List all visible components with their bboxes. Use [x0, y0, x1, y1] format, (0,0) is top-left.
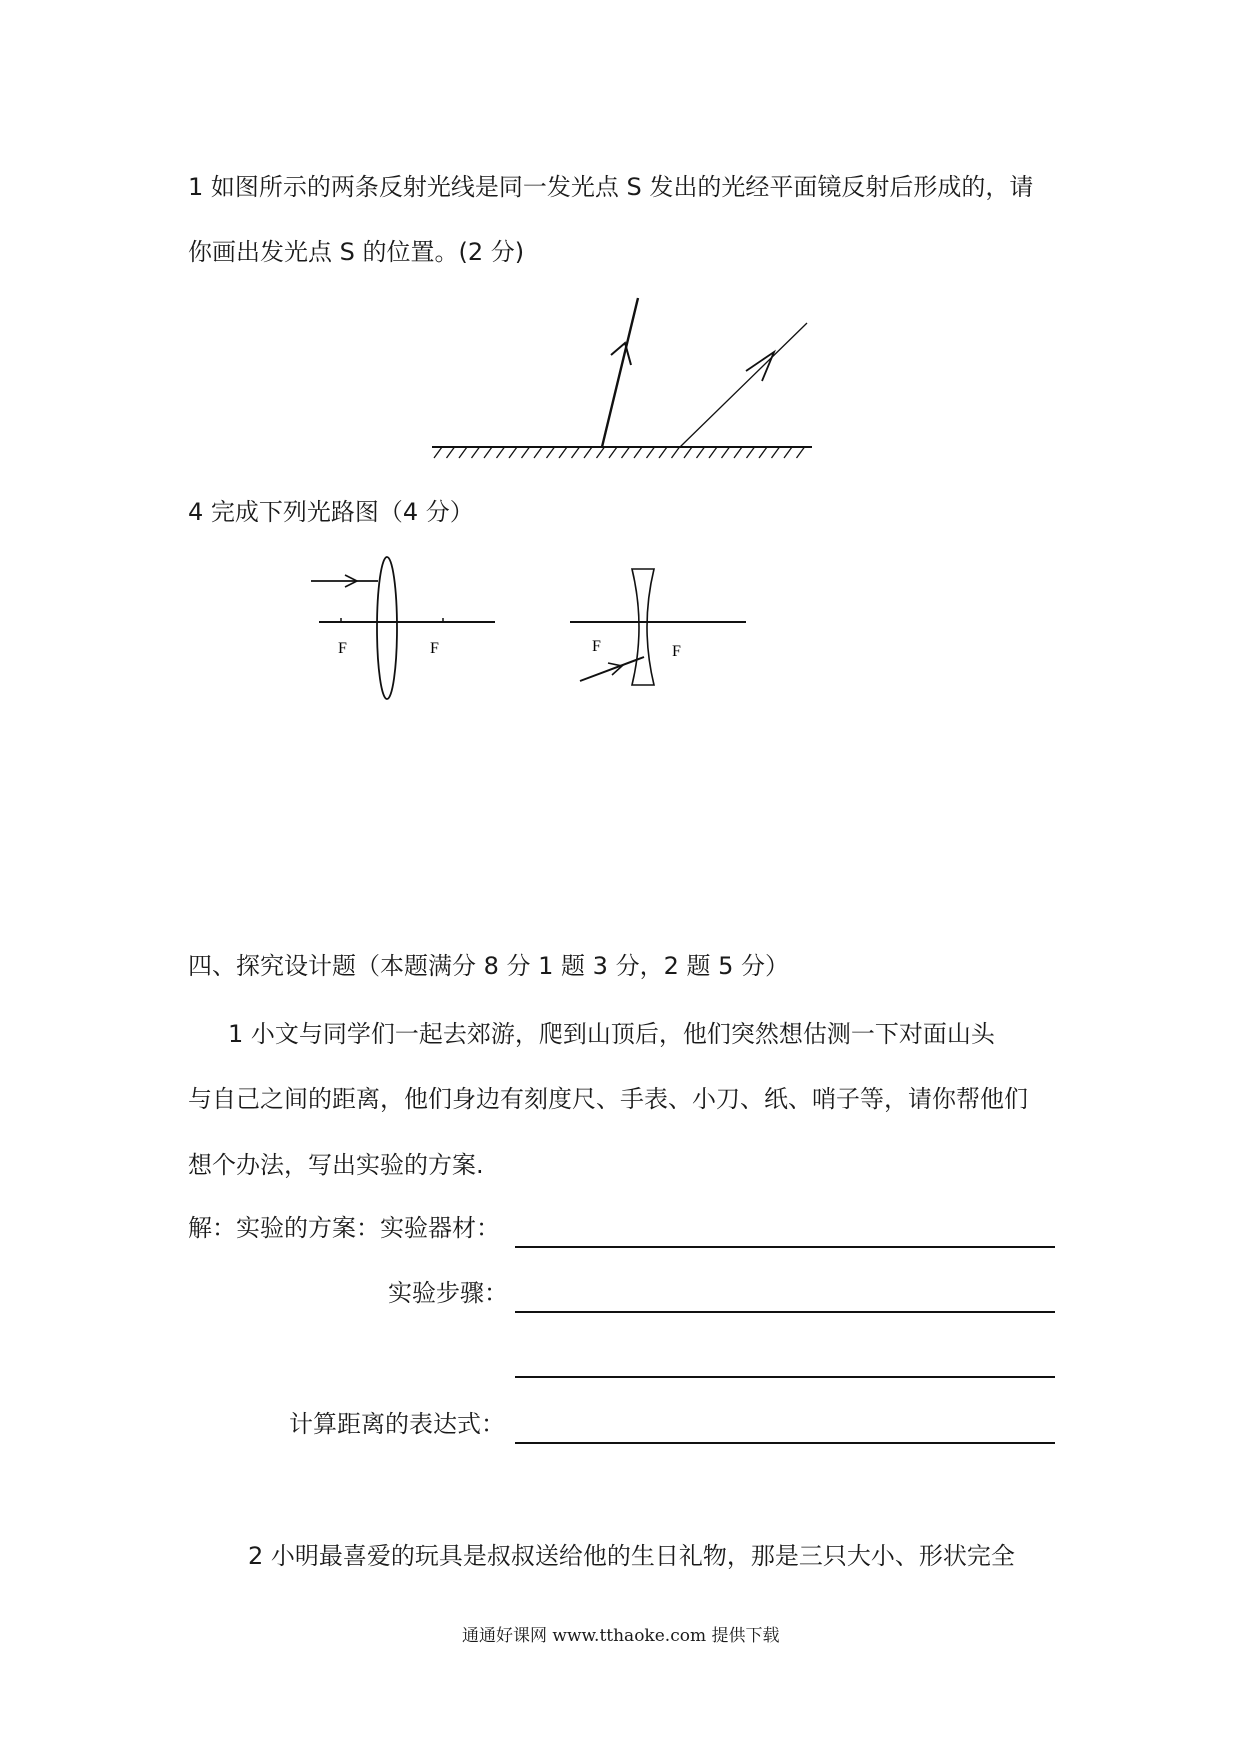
steps-answer-line-2: [515, 1376, 1055, 1378]
q4-title: 4 完成下列光路图（4 分）: [188, 498, 474, 526]
formula-answer-line: [515, 1442, 1055, 1444]
convex-lens-figure: [305, 555, 505, 705]
incident-ray-parallel: [311, 575, 378, 587]
focus-label-left: F: [338, 640, 347, 657]
reflected-ray-2: [680, 323, 807, 447]
focus-label-right-2: F: [672, 643, 681, 660]
focus-label-left-2: F: [592, 638, 601, 655]
concave-lens: [632, 569, 654, 685]
section4-heading: 四、探究设计题（本题满分 8 分 1 题 3 分，2 题 5 分）: [188, 952, 790, 980]
mirror-reflection-figure: [420, 290, 820, 470]
reflected-ray-1: [602, 298, 638, 447]
concave-lens-figure: [558, 565, 758, 695]
q1-line1: 1 如图所示的两条反射光线是同一发光点 S 发出的光经平面镜反射后形成的，请: [188, 173, 1034, 201]
q1-line2: 你画出发光点 S 的位置。(2 分): [188, 238, 525, 266]
q6-line1: 2 小明最喜爱的玩具是叔叔送给他的生日礼物，那是三只大小、形状完全: [248, 1542, 1015, 1570]
answer-label: 解：实验的方案：实验器材：: [188, 1214, 500, 1242]
plane-mirror: [432, 447, 812, 458]
q5-line3: 想个办法，写出实验的方案.: [188, 1151, 484, 1179]
footer-source: 通通好课网 www.tthaoke.com 提供下载: [462, 1626, 780, 1646]
q5-line2: 与自己之间的距离，他们身边有刻度尺、手表、小刀、纸、哨子等，请你帮他们: [188, 1085, 1028, 1113]
q5-line1: 1 小文与同学们一起去郊游，爬到山顶后，他们突然想估测一下对面山头: [228, 1020, 995, 1048]
formula-label: 计算距离的表达式：: [289, 1410, 505, 1438]
focus-label-right: F: [430, 640, 439, 657]
steps-answer-line-1: [515, 1311, 1055, 1313]
equipment-answer-line: [515, 1246, 1055, 1248]
convex-lens: [377, 557, 397, 699]
steps-label: 实验步骤：: [388, 1279, 508, 1307]
